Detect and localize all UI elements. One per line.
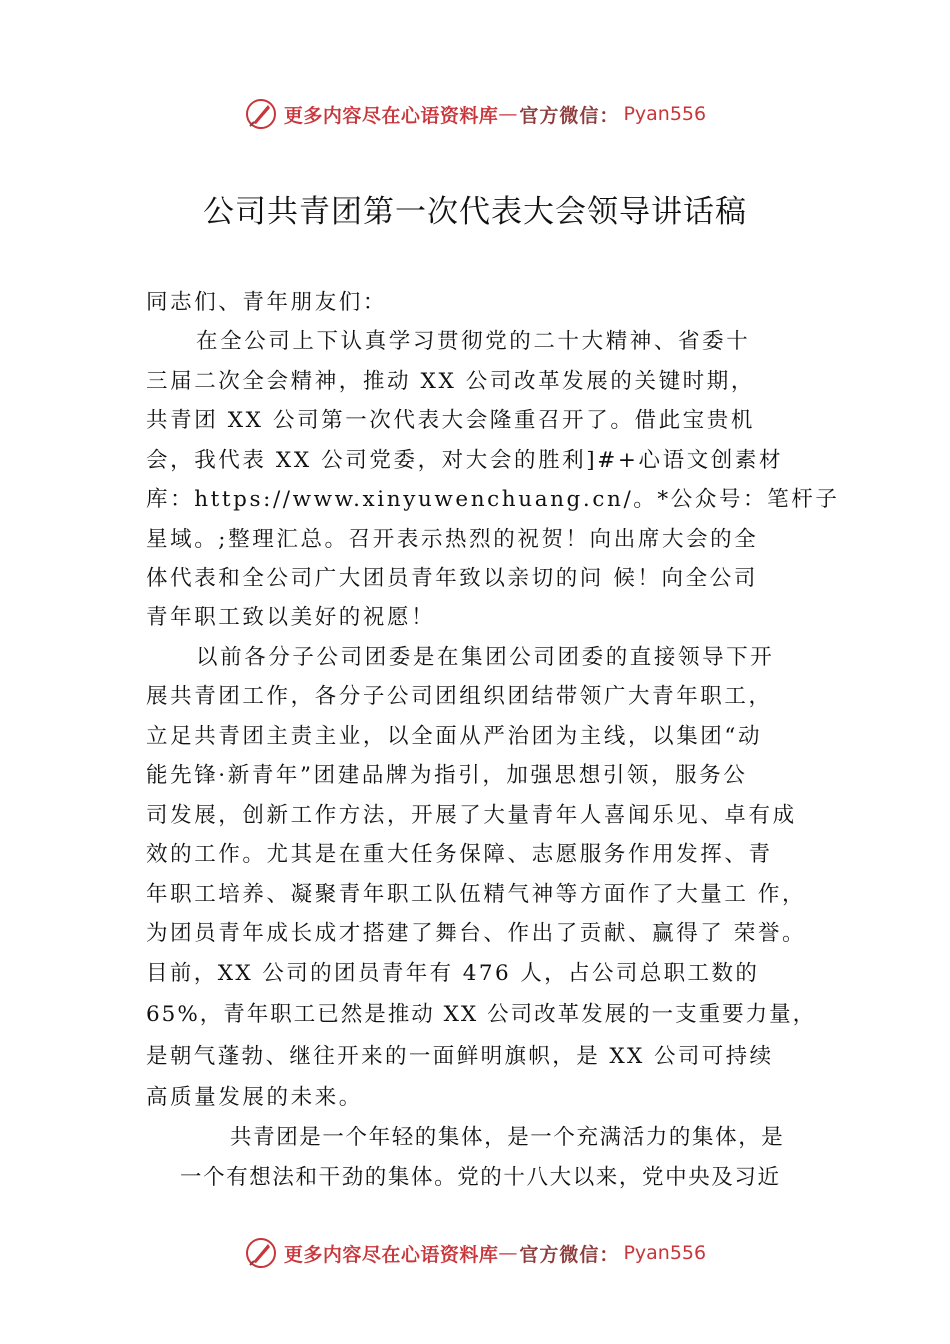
footer-banner [0, 1233, 950, 1273]
banner-wechat-label: 官方微信： [519, 1243, 620, 1266]
banner-wechat-label: 官方微信： [519, 104, 620, 127]
body-line: 高质量发展的未来。 [146, 1085, 363, 1110]
body-line: 能先锋·新青年”团建品牌为指引，加强思想引领，服务公 [146, 763, 748, 788]
banner-dash: — [498, 1242, 518, 1264]
body-line: 以前各分子公司团委是在集团公司团委的直接领导下开 [196, 645, 775, 670]
banner-wechat-id: Pyan556 [623, 103, 707, 125]
body-line: 库：https://www.xinyuwenchuang.cn/。*公众号：笔杆子 [146, 487, 840, 512]
body-line: 65%，青年职工已然是推动 XX 公司改革发展的一支重要力量， [146, 1002, 817, 1027]
body-line: 体代表和全公司广大团员青年致以亲切的问 候！向全公司 [146, 566, 758, 591]
body-line: 效的工作。尤其是在重大任务保障、志愿服务作用发挥、青 [146, 842, 773, 867]
quill-pen-logo-icon [244, 1236, 278, 1270]
body-line: 在全公司上下认真学习贯彻党的二十大精神、省委十 [196, 329, 751, 354]
body-line: 共青团是一个年轻的集体，是一个充满活力的集体，是 [230, 1125, 785, 1150]
body-line: 共青团 XX 公司第一次代表大会隆重召开了。借此宝贵机 [146, 408, 755, 433]
page-title: 公司共青团第一次代表大会领导讲话稿 [203, 194, 747, 230]
body-line: 年职工培养、凝聚青年职工队伍精气神等方面作了大量工 作， [146, 882, 807, 907]
body-line: 目前，XX 公司的团员青年有 476 人，占公司总职工数的 [146, 961, 760, 986]
body-line: 司发展，创新工作方法，开展了大量青年人喜闻乐见、卓有成 [146, 803, 797, 828]
body-line: 同志们、青年朋友们： [146, 290, 388, 315]
body-line: 是朝气蓬勃、继往开来的一面鲜明旗帜，是 XX 公司可持续 [146, 1044, 774, 1069]
body-line: 为团员青年成长成才搭建了舞台、作出了贡献、赢得了 荣誉。 [146, 921, 807, 946]
body-line: 会，我代表 XX 公司党委，对大会的胜利]#+心语文创素材 [146, 448, 784, 473]
body-line: 一个有想法和干劲的集体。党的十八大以来，党中央及习近 [180, 1165, 781, 1190]
body-line: 展共青团工作，各分子公司团组织团结带领广大青年职工， [146, 684, 773, 709]
banner-wechat-id: Pyan556 [623, 1242, 707, 1264]
body-line: 立足共青团主责主业，以全面从严治团为主线，以集团“动 [146, 724, 763, 749]
banner-site-name: 更多内容尽在心语资料库 [283, 104, 499, 127]
body-line: 星域。;整理汇总。召开表示热烈的祝贺！向出席大会的全 [146, 527, 759, 552]
quill-pen-logo-icon [244, 97, 278, 131]
body-line: 三届二次全会精神，推动 XX 公司改革发展的关键时期， [146, 369, 755, 394]
banner-site-name: 更多内容尽在心语资料库 [283, 1243, 499, 1266]
banner-dash: — [498, 103, 518, 125]
body-line: 青年职工致以美好的祝愿！ [146, 605, 436, 630]
header-banner [0, 94, 950, 134]
